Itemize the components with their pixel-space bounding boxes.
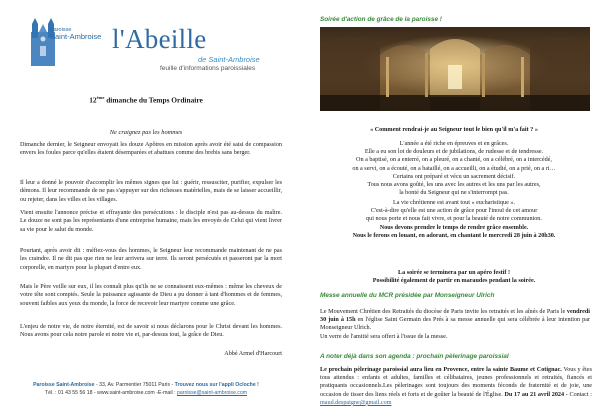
brand-subtitle: de Saint-Ambroise — [198, 55, 260, 64]
soiree-date-line: Nous le ferons en louant, en adorant, en chantant le mercredi 28 juin à 20h30. — [352, 232, 556, 239]
soiree-bold-line: Nous devons prendre le temps de rendre grâce ensemble. — [379, 224, 529, 231]
footer-contact: Tél. : 01 43 55 56 18 - www.saint-ambroise.com -E-mail : — [44, 390, 177, 396]
soiree-text-3 — [318, 269, 590, 285]
signature: Abbé Armel d'Harcourt — [224, 351, 282, 357]
quote-title: « Comment rendrai-je au Seigneur tout le bien qu'il m'a fait ? » — [370, 126, 538, 133]
soiree-line: Possibilité également de partir en maraudes pendant la soirée. — [372, 278, 536, 285]
church-interior-image — [320, 27, 590, 111]
soiree-text-2 — [318, 199, 590, 240]
footer-email-link[interactable]: paroisse@saint-ambroise.com — [176, 390, 248, 396]
footer — [0, 381, 292, 397]
sunday-title — [0, 95, 292, 104]
footer-app: Trouvez nous sur l'appli Ocloche ! — [174, 382, 259, 388]
soiree-line: qui nous porte et nous fait vivre, et pour la beauté de notre communion. — [366, 216, 542, 223]
soiree-line: La vie chrétienne est avant tout « eucharistique ». — [393, 200, 515, 206]
soiree-line: Certains ont préparé et vécu un sacrement décisif. — [392, 173, 516, 180]
soiree-line: Tous nous avons goûté, les uns avec les autres et les uns par les autres, — [367, 182, 541, 189]
footer-line-2 — [0, 389, 292, 397]
heading-soiree: Soirée d'action de grâce de la paroisse ! — [320, 16, 442, 23]
heading-mcr: Messe annuelle du MCR présidée par Monseigneur Ulrich — [320, 292, 495, 299]
logo-parish-text — [50, 27, 101, 41]
soiree-line: La soirée se terminera par un apéro festif ! — [398, 270, 510, 276]
brand-title: l'Abeille — [112, 24, 207, 54]
soiree-line: on a servi, on a écouté, on a bataillé, on a accueilli, on a étudié, on a prié, on a ri… — [352, 165, 556, 172]
homily-title: Ne craignez pas les hommes — [109, 129, 183, 136]
sunday-rest: dimanche du Temps Ordinaire — [104, 95, 203, 105]
logo-parish-name: Saint-Ambroise — [50, 32, 102, 42]
pilgrimage-lead: Le prochain pèlerinage paroissial aura lieu en Provence, entre la sainte Baume et Cotignac. — [320, 367, 562, 373]
pilgrimage-dates: Du 17 au 21 avril 2024 — [504, 391, 565, 398]
right-column — [308, 0, 600, 419]
homily-paragraph-4: Pourtant, après avoir dit : méfiez-vous des hommes, le Seigneur leur recommande maintenant de ne pas les craindre. Il ne dit pas que rien ne leur arrivera sur terre. Ils seront persécutés et passeront par la mort corporelle, en martyrs pour la plupart d'entre eux. — [20, 248, 282, 271]
soiree-line: On a baptisé, on a enterré, on a pleuré, on a chanté, on a célébré, on a intercédé, — [356, 157, 552, 164]
footer-parish-name: Paroisse Saint-Ambroise — [33, 382, 95, 388]
homily-paragraph-3: Vient ensuite l'annonce précise et effrayante des persécutions : le disciple n'est pas au-dessus du maître. Le douze ne sont pas les représentants d'une entreprise humaine, mais les envoyés de Celui qui vient livrer sa vie pour le salut du monde. — [20, 210, 282, 233]
heading-pilgrimage: A noter déjà dans son agenda : prochain pèlerinage paroissial — [320, 353, 509, 360]
homily-paragraph-2: Il leur a donné le pouvoir d'accomplir les mêmes signes que lui : guérir, ressusciter, purifier, expulser les démons. Il leur recommande de ne pas s'appuyer sur des richesses matérielles, mais de se laisser accueillir, ou rejeter, dans les villes et les villages. — [20, 180, 282, 203]
logo-parish-small: Paroisse — [50, 27, 72, 33]
pilgrimage-text — [320, 366, 592, 407]
homily-paragraph-6: L'enjeu de notre vie, de notre éternité, est de savoir si nous déclarons pour le Christ devant les hommes. Nous avons pour cela notre parole et notre vie et, par-dessus tout, la grâce de Dieu. — [20, 324, 282, 339]
footer-address: - 33, Av. Parmentier 75011 Paris - — [94, 382, 175, 388]
footer-line-1 — [0, 381, 292, 389]
pilgrimage-email-link[interactable]: maud.despaigne@gmail.com — [320, 399, 392, 406]
mcr-text-a: Le Mouvement Chrétien des Retraités du diocèse de Paris invite les retraités et les aînés de Paris le — [320, 309, 567, 315]
soiree-line: la bonté du Seigneur qui ne s'interrompt pas. — [399, 190, 509, 197]
pilgrimage-contact-label: - Contact : — [564, 391, 592, 398]
homily-paragraph-5: Mais le Père veille sur eux, il les connaît plus qu'ils ne se connaissent eux-mêmes : même les cheveux de votre tête sont comptés. Seule la puissance agissante de Dieu a pu donner à tant d'hommes et de femmes, souvent faibles aux yeux du monde, la force de recevoir leur martyre comme une grâce. — [20, 284, 282, 307]
brand-tagline: feuille d'informations paroissiales — [160, 65, 256, 72]
pilgrimage-body: Vous y êtes tous attendus : enfants et adultes, familles et célibataires, jeunes professionnels et retraités, fiancés et pratiquants occasionnels.Les pèlerinages sont toujours des moments féconds de fraternité et de joie, une occasion de tisser des liens réels et forts et de goûter la beauté de l'Église. — [320, 367, 592, 398]
soiree-line: Elle a eu son lot de douleurs et de jubilations, de rudesse et de tendresse. — [364, 149, 544, 156]
mcr-date: vendredi 30 juin à 15h — [320, 309, 590, 324]
sunday-number: 12 — [89, 95, 97, 105]
soiree-text-1 — [318, 140, 590, 197]
mcr-text-c: en l'église Saint Germain des Prés à sa messe annuelle qui sera célébrée à leur intention par Monseigneur Ulrich. — [320, 317, 590, 332]
homily-paragraph-1: Dimanche dernier, le Seigneur envoyait les douze Apôtres en mission après avoir été saisi de compassion envers les foules parce qu'elles étaient désemparées et abattues comme des brebis sans berger. — [20, 142, 282, 157]
sunday-suffix: ème — [96, 95, 105, 100]
soiree-line: C'est-à-dire qu'elle est une action de grâce pour l'inouï de cet amour — [370, 208, 538, 215]
mcr-text — [320, 308, 590, 341]
soiree-line: L'année a été riche en épreuves et en grâces. — [399, 141, 509, 147]
mcr-text-d: Un verre de l'amitié sera offert à l'issue de la messe. — [320, 333, 448, 340]
church-logo-icon — [28, 18, 88, 68]
left-column — [0, 0, 292, 419]
